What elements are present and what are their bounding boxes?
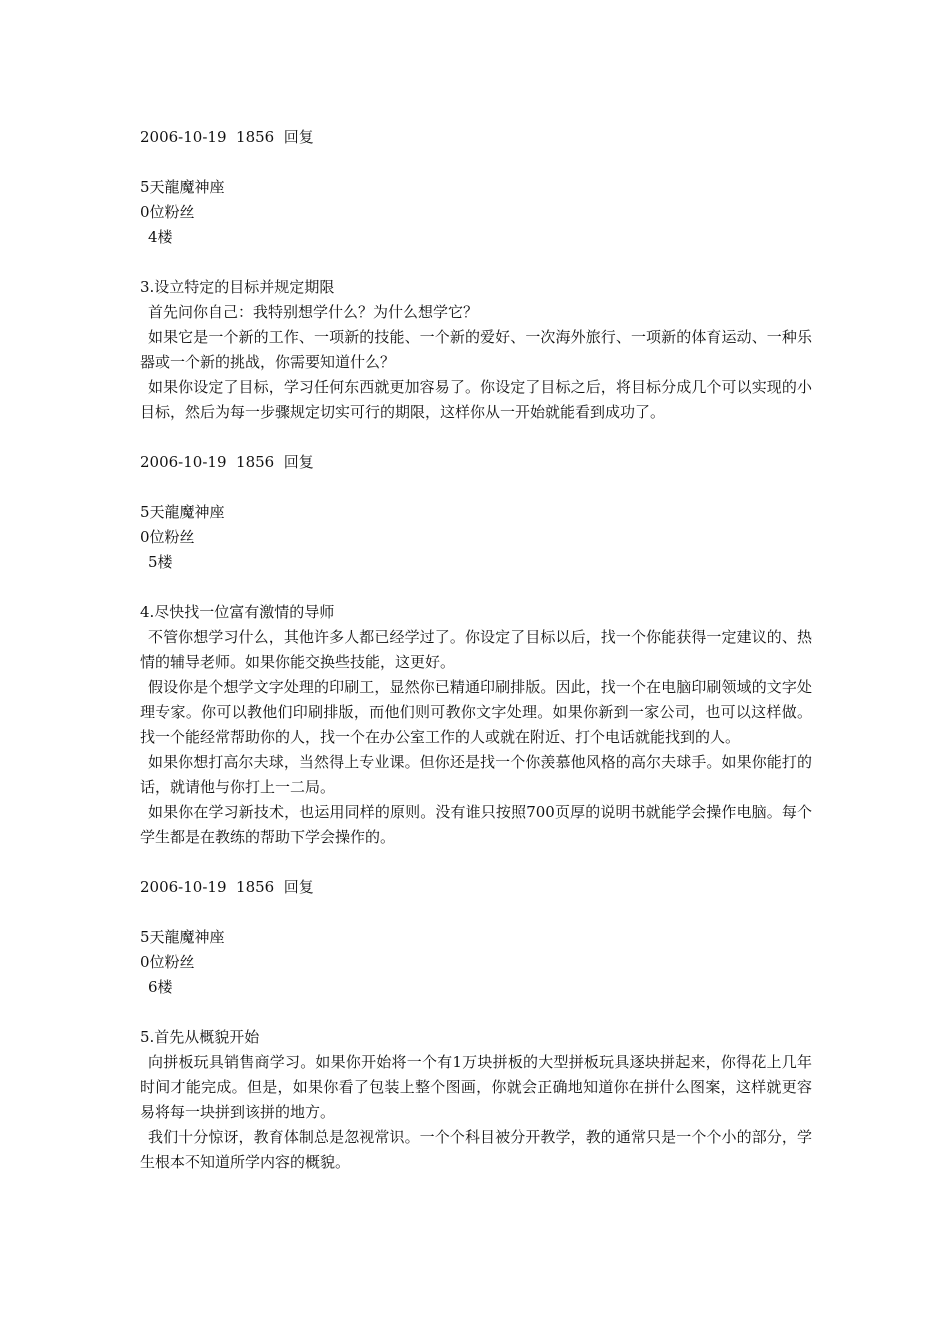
post-meta: 2006-10-19 1856 回复 bbox=[140, 128, 314, 146]
post-meta: 2006-10-19 1856 回复 bbox=[140, 878, 314, 896]
paragraph: 如果你想打高尔夫球，当然得上专业课。但你还是找一个你羡慕他风格的高尔夫球手。如果你能打的话，就请他与你打上一二局。 bbox=[140, 753, 812, 796]
paragraph: 假设你是个想学文字处理的印刷工，显然你已精通印刷排版。因此，找一个在电脑印刷领域的文字处理专家。你可以教他们印刷排版，而他们则可教你文字处理。如果你新到一家公司，也可以这样做。找一个能经常帮助你的人，找一个在办公室工作的人或就在附近、打个电话就能找到的人。 bbox=[140, 678, 812, 746]
post-floor: 5楼 bbox=[148, 553, 173, 571]
post-floor: 4楼 bbox=[148, 228, 173, 246]
paragraph: 首先问你自己：我特别想学什么？为什么想学它？ bbox=[148, 303, 479, 321]
post-user: 5天龍魔神座 bbox=[140, 928, 225, 946]
post-block bbox=[140, 125, 812, 450]
post-block bbox=[140, 875, 812, 1175]
post-fans: 0位粉丝 bbox=[140, 528, 195, 546]
post-user: 5天龍魔神座 bbox=[140, 178, 225, 196]
paragraph: 我们十分惊讶，教育体制总是忽视常识。一个个科目被分开教学，教的通常只是一个个小的部分，学生根本不知道所学内容的概貌。 bbox=[140, 1128, 812, 1171]
post-floor: 6楼 bbox=[148, 978, 173, 996]
post-fans: 0位粉丝 bbox=[140, 203, 195, 221]
post-user: 5天龍魔神座 bbox=[140, 503, 225, 521]
paragraph: 如果它是一个新的工作、一项新的技能、一个新的爱好、一次海外旅行、一项新的体育运动、一种乐器或一个新的挑战，你需要知道什么？ bbox=[140, 328, 812, 371]
paragraph: 如果你设定了目标，学习任何东西就更加容易了。你设定了目标之后，将目标分成几个可以实现的小目标，然后为每一步骤规定切实可行的期限，这样你从一开始就能看到成功了。 bbox=[140, 378, 812, 421]
section-heading: 4.尽快找一位富有激情的导师 bbox=[140, 603, 335, 621]
paragraph: 如果你在学习新技术，也运用同样的原则。没有谁只按照700页厚的说明书就能学会操作电脑。每个学生都是在教练的帮助下学会操作的。 bbox=[140, 803, 812, 846]
document-page bbox=[140, 125, 812, 1175]
post-block bbox=[140, 450, 812, 875]
post-fans: 0位粉丝 bbox=[140, 953, 195, 971]
paragraph: 向拼板玩具销售商学习。如果你开始将一个有1万块拼板的大型拼板玩具逐块拼起来，你得花上几年时间才能完成。但是，如果你看了包装上整个图画，你就会正确地知道你在拼什么图案，这样就更容易将每一块拼到该拼的地方。 bbox=[140, 1053, 812, 1121]
section-heading: 3.设立特定的目标并规定期限 bbox=[140, 278, 335, 296]
paragraph: 不管你想学习什么，其他许多人都已经学过了。你设定了目标以后，找一个你能获得一定建议的、热情的辅导老师。如果你能交换些技能，这更好。 bbox=[140, 628, 812, 671]
section-heading: 5.首先从概貌开始 bbox=[140, 1028, 260, 1046]
post-meta: 2006-10-19 1856 回复 bbox=[140, 453, 314, 471]
